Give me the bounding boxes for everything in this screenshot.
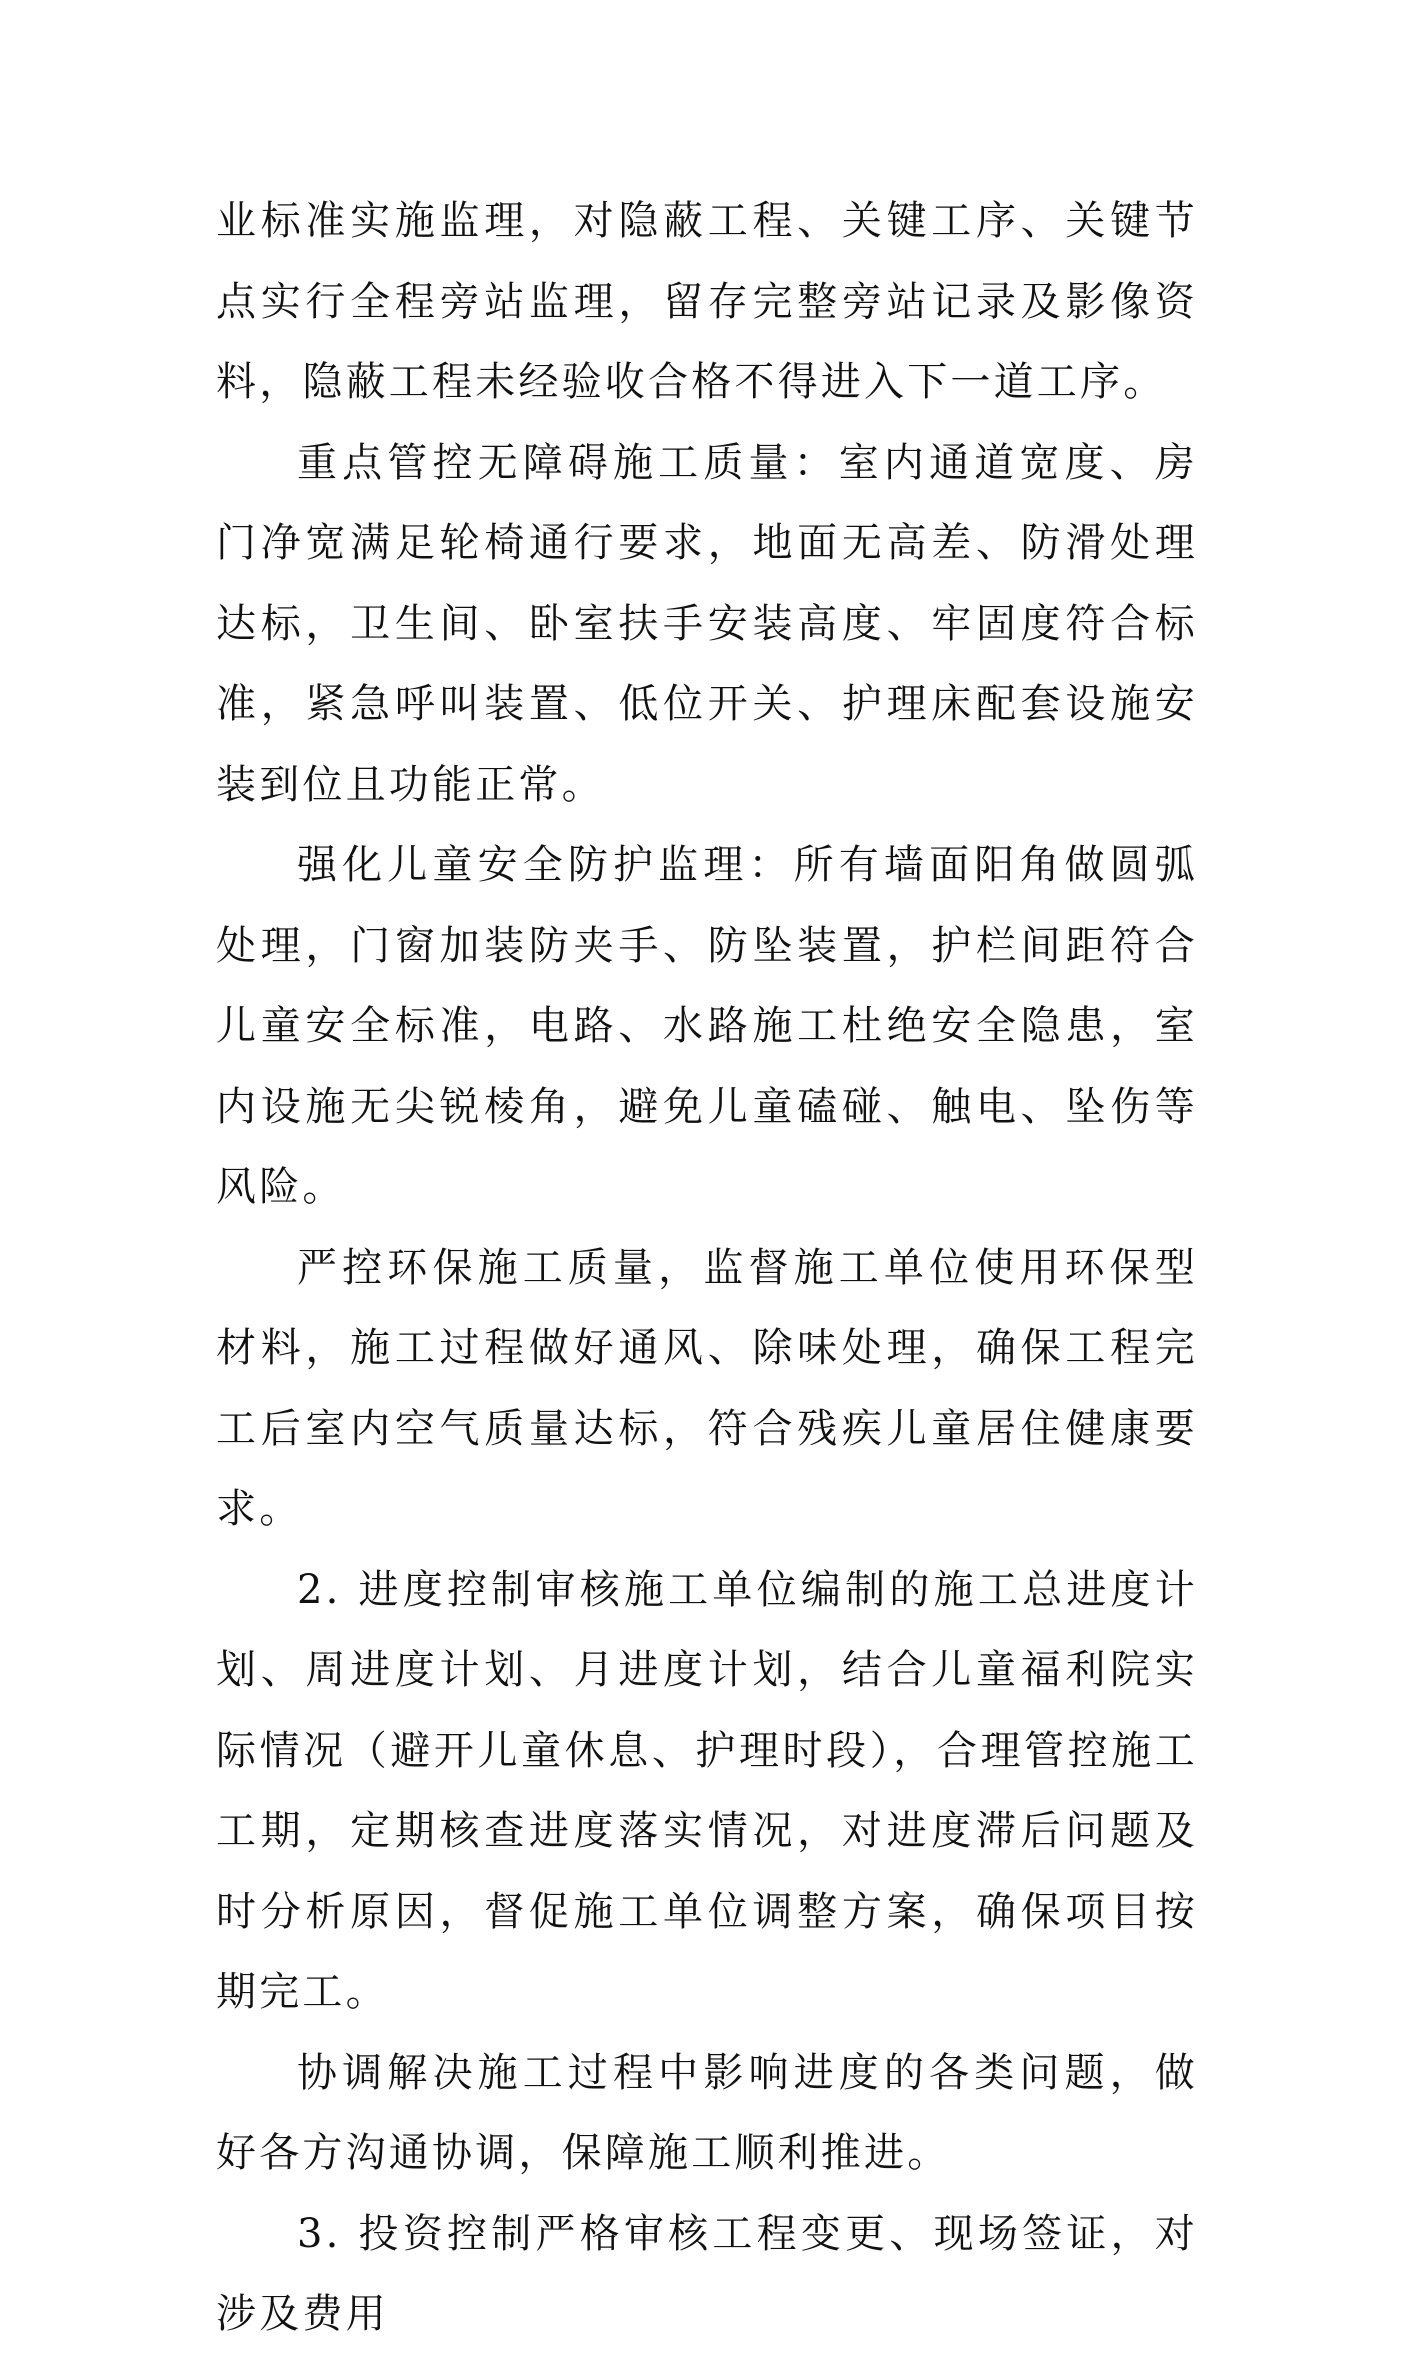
- document-body: [216, 181, 1198, 2355]
- paragraph-schedule-control: 2. 进度控制审核施工单位编制的施工总进度计划、周进度计划、月进度计划，结合儿童福利院实际情况（避开儿童休息、护理时段），合理管控施工工期，定期核查进度落实情况，对进度滞后问题及时分析原因，督促施工单位调整方案，确保项目按期完工。: [216, 1566, 1198, 2015]
- paragraph-child-safety: 强化儿童安全防护监理：所有墙面阳角做圆弧处理，门窗加装防夹手、防坠装置，护栏间距符合儿童安全标准，电路、水路施工杜绝安全隐患，室内设施无尖锐棱角，避免儿童磕碰、触电、坠伤等风险。: [216, 842, 1198, 1210]
- paragraph-accessibility-quality: 重点管控无障碍施工质量：室内通道宽度、房门净宽满足轮椅通行要求，地面无高差、防滑处理达标，卫生间、卧室扶手安装高度、牢固度符合标准，紧急呼叫装置、低位开关、护理床配套设施安装到位且功能正常。: [216, 439, 1198, 808]
- paragraph-investment-control: 3. 投资控制严格审核工程变更、现场签证，对涉及费用: [216, 2210, 1198, 2337]
- paragraph-continuation: 业标准实施监理，对隐蔽工程、关键工序、关键节点实行全程旁站监理，留存完整旁站记录及影像资料，隐蔽工程未经验收合格不得进入下一道工序。: [216, 198, 1198, 405]
- paragraph-environmental-quality: 严控环保施工质量，监督施工单位使用环保型材料，施工过程做好通风、除味处理，确保工程完工后室内空气质量达标，符合残疾儿童居住健康要求。: [216, 1244, 1198, 1532]
- paragraph-coordination: 协调解决施工过程中影响进度的各类问题，做好各方沟通协调，保障施工顺利推进。: [216, 2049, 1198, 2176]
